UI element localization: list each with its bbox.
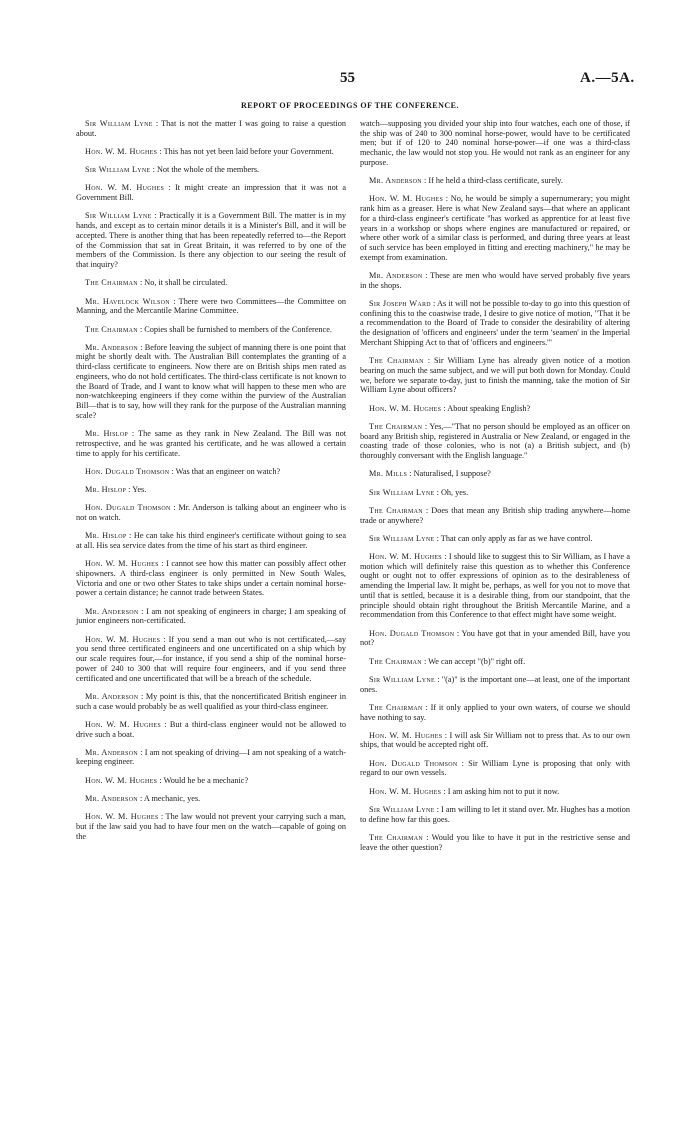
speaker-separator: : [150,165,157,175]
speaker-name: The Chairman [369,356,424,366]
speaker-name: Hon. Dugald Thomson [85,466,170,476]
speech-text: I will ask Sir William not to press that. As to our own ships, that would be accepted right off. [360,730,630,750]
speech-paragraph [360,356,630,395]
speech-paragraph [76,165,346,175]
speech-text: We can accept "(b)" right off. [428,656,526,666]
speech-text: The law would not prevent your carrying such a man, but if the law said you had to have four men on the watch—capable of going on the [76,812,346,841]
speech-text: I am asking him not to put it now. [447,786,560,796]
speech-paragraph [360,657,630,667]
speaker-separator: : [422,505,432,515]
right-column [360,119,630,861]
speaker-name: Mr. Anderson [85,747,139,757]
speaker-name: Mr. Anderson [85,342,139,352]
speaker-separator: : [160,634,169,644]
speaker-separator: : [138,606,147,616]
speaker-name: Mr. Anderson [85,691,139,701]
speaker-separator: : [138,747,145,757]
speaker-name: The Chairman [369,421,423,431]
speaker-name: The Chairman [369,505,423,515]
speech-paragraph [360,552,630,620]
speaker-separator: : [151,211,160,221]
speech-paragraph [360,271,630,290]
speaker-separator: : [157,146,164,156]
speaker-name: Hon. W. M. Hughes [85,559,159,569]
speech-text: I am not speaking of driving—I am not speaking of a watch-keeping engineer. [76,747,346,767]
speaker-name: Hon. W. M. Hughes [85,812,159,822]
speaker-separator: : [441,403,448,413]
speaker-separator: : [138,342,145,352]
speaker-separator: : [158,812,166,822]
speech-text: Not the whole of the members. [156,165,260,175]
speech-text: Yes,—"That no person should be employed as an officer on board any British ship, registered in Australia or New Zealand, or engaged in the coasting trade of those colonies, who is not (a) a British subject, and (b) thoroughly conversant with the English language." [360,421,630,461]
speech-text: You have got that in your amended Bill, have you not? [360,628,630,648]
speaker-separator: : [127,429,139,439]
speaker-name: Hon. W. M. Hughes [85,719,161,729]
speaker-separator: : [407,469,414,479]
speech-paragraph [360,703,630,722]
speech-text: Mr. Anderson is talking about an engineer who is not on watch. [76,503,346,523]
speaker-separator: : [169,466,176,476]
speech-text: This has not yet been laid before your Government. [163,146,334,156]
speech-paragraph [360,675,630,694]
speech-text: A mechanic, yes. [143,793,201,803]
speaker-name: Hon. Dugald Thomson [369,758,458,768]
speaker-separator: : [137,278,145,288]
speaker-name: Hon. W. M. Hughes [369,403,442,413]
speech-text: That can only apply as far as we have control. [440,533,593,543]
speaker-name: Hon. W. M. Hughes [85,183,165,193]
speaker-separator: : [157,775,164,785]
speaker-name: Mr. Anderson [369,176,422,186]
speech-paragraph [360,422,630,461]
speech-paragraph [76,635,346,684]
speech-text: watch—supposing you divided your ship into four watches, each one of those, if the ship was of 240 to 300 nominal horse-power, would have to be certificated men; but if of 120 to 240 nominal horse-power—if one was a third-class mechanic, the law would not stop you. He would not rank as an engineer for any purpose. [360,119,630,167]
speech-paragraph [76,429,346,458]
speech-text: It might create an impression that it was not a Government Bill. [76,183,347,203]
speech-text: That is not the matter I was going to raise a question about. [76,119,346,138]
speech-paragraph [360,119,630,168]
speech-paragraph [360,805,630,824]
speaker-separator: : [160,719,170,729]
speaker-name: Sir William Lyne [85,165,151,175]
speech-paragraph [76,278,346,288]
speaker-name: Sir William Lyne [85,211,152,221]
speaker-name: Mr. Havelock Wilson [85,296,170,306]
speech-text: "(a)" is the important one—at least, one of the important ones. [360,674,631,694]
speaker-separator: : [126,485,133,495]
speech-paragraph [76,531,346,550]
speech-paragraph [360,488,630,498]
speech-paragraph [360,731,630,750]
speech-paragraph [76,325,346,335]
speech-paragraph [360,194,630,262]
running-title: REPORT OF PROCEEDINGS OF THE CONFERENCE. [241,101,459,110]
speech-text: He can take his third engineer's certificate without going to sea at all. His sea service dates from the time of his start as third engineer. [76,531,346,550]
speaker-separator: : [423,356,434,366]
speech-paragraph [76,343,346,421]
speech-text: But a third-class engineer would not be allowed to drive such a boat. [76,719,346,739]
speaker-name: The Chairman [369,656,422,666]
speech-paragraph [76,748,346,767]
speaker-name: Mr. Anderson [85,606,139,616]
speech-text: I should like to suggest this to Sir William, as I have a motion which will definitely raise this question as to whether this Conference ought or ought not to offer expressions of opinion as to the desirableness of amending the Imperial law. It might be, perhaps, as well for you not to move that until that is settled, because it is a desirable thing, from our standpoint, that the principle should obtain right throughout the British Mercantile Marine, and a recommendation from this Conference to that effect might have some weight. [360,551,630,620]
speaker-separator: : [454,628,462,638]
speech-paragraph [76,183,346,202]
left-column [76,119,346,850]
speech-paragraph [76,485,346,495]
speech-text: Practically it is a Government Bill. The matter is in my hands, and except as to certain minor details it is a Minister's Bill, and it will be accepted. There is another thing that has been repeatedly referred to—the Report of the Commission that sat in Great Britain, it was referred to by one of the members of the Commission. Is there any objection to our seeing the result of that inquiry? [76,211,347,270]
speech-paragraph [360,404,630,414]
speaker-separator: : [422,702,431,712]
speaker-separator: : [441,551,449,561]
speech-paragraph [360,629,630,648]
speech-paragraph [360,833,630,852]
page-number: 55 [340,70,355,86]
speech-text: Yes. [132,485,147,495]
speaker-separator: : [137,793,144,803]
speaker-name: The Chairman [85,278,138,288]
speaker-separator: : [138,691,146,701]
document-reference: A.—5A. [580,70,635,86]
speech-text: Copies shall be furnished to members of the Conference. [144,324,332,334]
speaker-separator: : [443,194,451,204]
speech-paragraph [360,759,630,778]
speaker-name: The Chairman [369,702,423,712]
speech-paragraph [360,534,630,544]
speech-paragraph [76,692,346,711]
speaker-separator: : [422,271,431,281]
speech-text: If you send a man out who is not certificated,—say you send three certificated engineers and one uncertificated on a ship which by our scale requires four,—for instance, if you send a ship of the nominal horse-power of 240 to 300 that will require four engineers, and if you send three certificated and one uncertificated that will be a breach of the schedule. [76,634,347,683]
speaker-name: Hon. W. M. Hughes [85,775,158,785]
speaker-name: Sir William Lyne [369,804,435,814]
speaker-name: Sir Joseph Ward [369,299,431,309]
speaker-name: Hon. W. M. Hughes [369,551,442,561]
speech-text: I am willing to let it stand over. Mr. Hughes has a motion to define how far this goes. [360,804,630,824]
speaker-name: Mr. Hislop [85,429,128,439]
speech-paragraph [76,147,346,157]
speaker-separator: : [126,531,134,541]
speech-paragraph [360,176,630,186]
speaker-separator: : [430,299,438,309]
speaker-name: Mr. Hislop [85,485,127,495]
speech-paragraph [76,607,346,626]
speaker-name: Hon. W. M. Hughes [369,194,444,204]
speaker-separator: : [434,487,441,497]
speaker-separator: : [421,656,429,666]
speech-paragraph [360,787,630,797]
speaker-name: The Chairman [369,832,424,842]
speaker-name: Mr. Mills [369,469,408,479]
speaker-name: Hon. Dugald Thomson [369,628,455,638]
speech-text: The same as they rank in New Zealand. The Bill was not retrospective, and he was granted his certificate, and he was allowed a certain time to apply for his certificate. [76,429,346,458]
speaker-separator: : [164,183,176,193]
speech-text: No, it shall be circulated. [144,278,228,288]
speech-text: Would you like to have it put in the restrictive sense and leave the other question? [360,832,630,852]
speech-text: Was that an engineer on watch? [175,466,281,476]
speech-text: Oh, yes. [440,487,469,497]
speaker-separator: : [421,176,429,186]
speaker-name: Sir William Lyne [369,487,435,497]
speech-text: My point is this, that the noncertificated British engineer in such a case would probably be as well qualified as your third-class engineer. [76,691,346,711]
speaker-separator: : [423,832,432,842]
speech-text: Naturalised, I suppose? [413,469,491,479]
speech-text: If he held a third-class certificate, surely. [428,176,563,186]
speaker-name: Mr. Anderson [85,793,138,803]
speech-paragraph [360,469,630,479]
speech-paragraph [76,812,346,841]
speaker-separator: : [422,421,430,431]
speech-paragraph [76,794,346,804]
speech-text: I cannot see how this matter can possibly affect other shipowners. A third-class engineer is only permitted in New South Wales, Victoria and one or two other States to take ships under a certain nominal horse-power a certain distance; he cannot trade between States. [76,559,347,598]
speaker-separator: : [152,119,162,128]
speaker-name: Sir William Lyne [85,119,153,128]
speaker-name: Sir William Lyne [369,533,435,543]
speaker-separator: : [441,786,448,796]
speaker-name: Hon. W. M. Hughes [369,786,442,796]
speech-paragraph [76,297,346,316]
speech-text: As it will not be possible to-day to go into this question of confining this to the coastwise trade, I desire to give notice of motion, "That it be a recommendation to the Board of Trade to consider the desirability of altering the designation of 'officers and engineers' under the term 'seamen' in the Imperial Merchant Shipping Act to that of 'officers and engineers.'" [360,299,630,347]
speech-paragraph [76,467,346,477]
speaker-separator: : [170,503,179,513]
speech-paragraph [76,776,346,786]
speech-text: Sir William Lyne is proposing that only with regard to our own vessels. [360,758,630,778]
speech-text: These are men who would have served probably five years in the shops. [360,271,630,290]
speech-text: Sir William Lyne has already given notice of a motion bearing on much the same subject, and we will put both down for Monday. Could we, before we separate to-day, just to finish the manning, take the motion of Sir William Lyne about officers? [360,356,630,395]
speech-paragraph [76,559,346,598]
speech-paragraph [76,503,346,522]
speaker-separator: : [137,324,145,334]
speaker-separator: : [434,804,441,814]
speaker-separator: : [442,730,450,740]
speaker-name: The Chairman [85,324,138,334]
speech-paragraph [360,299,630,348]
speaker-name: Sir William Lyne [369,674,435,684]
speaker-separator: : [158,559,167,569]
speech-text: Before leaving the subject of manning there is one point that might be shortly dealt with. The Australian Bill contemplates the granting of a third-class certificate to engineers. Now there are on British ships men rated as engineers, who do not hold certificates. The third-class certificate is not known to the Board of Trade, and I want to know what will happen to these men who are non-watchkeeping engineers if they come within the purview of the Australian Bill—that is to say, how will they rank for the purpose of the Australian manning scale? [76,342,346,420]
speech-paragraph [76,211,346,269]
speaker-separator: : [434,674,442,684]
speech-text: If it only applied to your own waters, of course we should have nothing to say. [360,702,630,722]
speaker-name: Mr. Anderson [369,271,423,281]
speech-paragraph [76,720,346,739]
speech-text: I am not speaking of engineers in charge; I am speaking of junior engineers non-certificated. [76,606,346,626]
speech-text: About speaking English? [447,403,531,413]
speech-text: There were two Committees—the Committee on Manning, and the Mercantile Marine Committee. [76,296,346,316]
speaker-name: Hon. W. M. Hughes [369,730,443,740]
speech-paragraph [360,506,630,525]
speech-text: Does that mean any British ship trading anywhere—home trade or anywhere? [360,505,630,525]
speaker-name: Hon. Dugald Thomson [85,503,171,513]
speaker-separator: : [434,533,441,543]
speaker-separator: : [457,758,469,768]
speaker-separator: : [169,296,179,306]
speech-text: No, he would be simply a supernumerary; you might rank him as a greaser. Here is what New Zealand says—that where an applicant for a third-class engineer's certificate "has worked as apprentice for at least five years in a workshop or shops where engines are manufactured or repaired, or where other work of a similar class is performed, and during three years at least of such service has been employed in fitting and erecting machinery," he may be exempt from examination. [360,194,630,262]
speaker-name: Hon. W. M. Hughes [85,146,158,156]
speech-paragraph [76,119,346,138]
speaker-name: Mr. Hislop [85,531,127,541]
speaker-name: Hon. W. M. Hughes [85,634,161,644]
speech-text: Would he be a mechanic? [163,775,249,785]
